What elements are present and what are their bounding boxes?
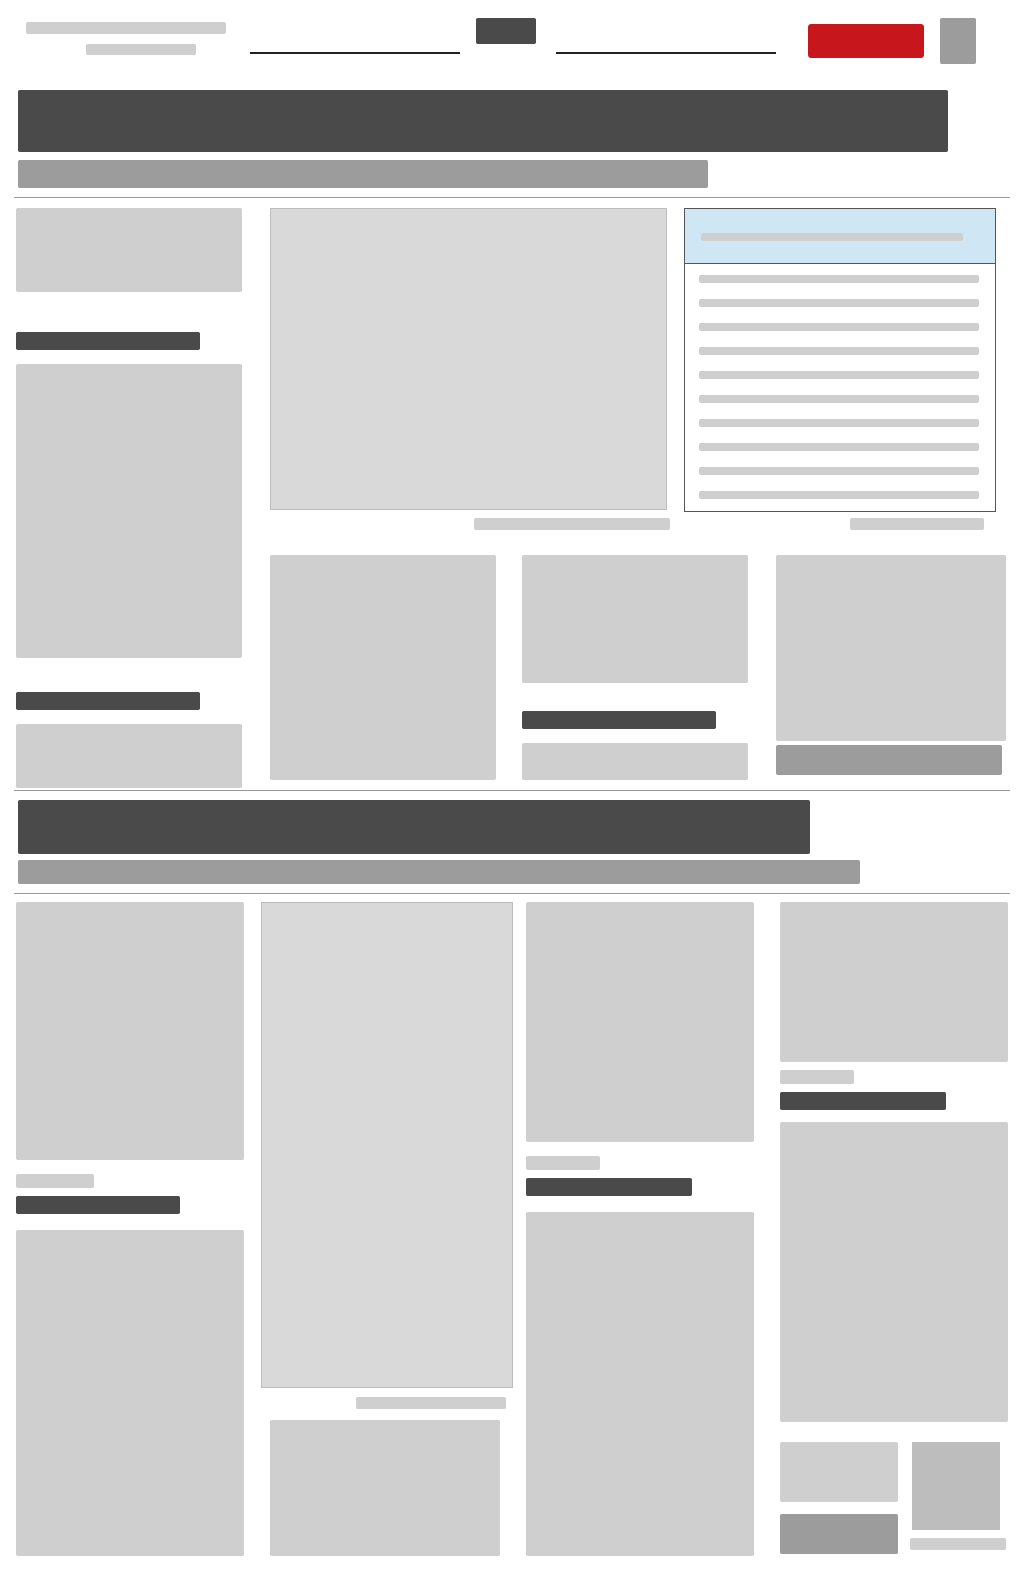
article1-col1 — [16, 208, 242, 788]
credits-line — [26, 22, 226, 34]
subhead-1 — [16, 332, 200, 350]
masthead — [0, 0, 1024, 70]
subhead-6 — [780, 1092, 946, 1110]
qr-code-icon — [912, 1442, 1000, 1530]
article1-col3 — [522, 555, 748, 780]
subhead-5-kicker — [526, 1156, 600, 1170]
ranking-table-caption — [850, 518, 984, 530]
article2-col1 — [16, 902, 244, 1556]
portrait-photo — [261, 902, 513, 1388]
article2-subheadline — [18, 860, 860, 884]
page-number — [940, 18, 976, 64]
portrait-photo-caption — [356, 1397, 506, 1409]
metro-photo-caption — [474, 518, 670, 530]
section-rule-left — [250, 52, 460, 54]
article2-headline — [18, 800, 810, 854]
article2-col4 — [780, 902, 1008, 1556]
article2-col2 — [270, 1420, 500, 1556]
article2-col3 — [526, 902, 754, 1556]
section-name — [476, 18, 536, 44]
subhead-3 — [522, 711, 716, 729]
article2-byline — [780, 1514, 898, 1554]
qr-code-caption — [910, 1538, 1006, 1550]
date-line — [86, 44, 196, 55]
article1-subheadline — [18, 160, 708, 188]
article1-col2 — [270, 555, 496, 780]
ranking-table — [684, 208, 996, 512]
article1-rule — [14, 197, 1010, 198]
subhead-4 — [16, 1196, 180, 1214]
article1-byline — [776, 745, 1002, 775]
article1-headline — [18, 90, 948, 152]
subhead-6-kicker — [780, 1070, 854, 1084]
subhead-2 — [16, 692, 200, 710]
subhead-4-kicker — [16, 1174, 94, 1188]
section-rule-right — [556, 52, 776, 54]
subhead-5 — [526, 1178, 692, 1196]
metro-photo — [270, 208, 667, 510]
article1-col4 — [776, 555, 1006, 780]
article2-rule — [14, 893, 1010, 894]
newspaper-logo — [808, 24, 924, 58]
section-divider — [14, 790, 1010, 791]
